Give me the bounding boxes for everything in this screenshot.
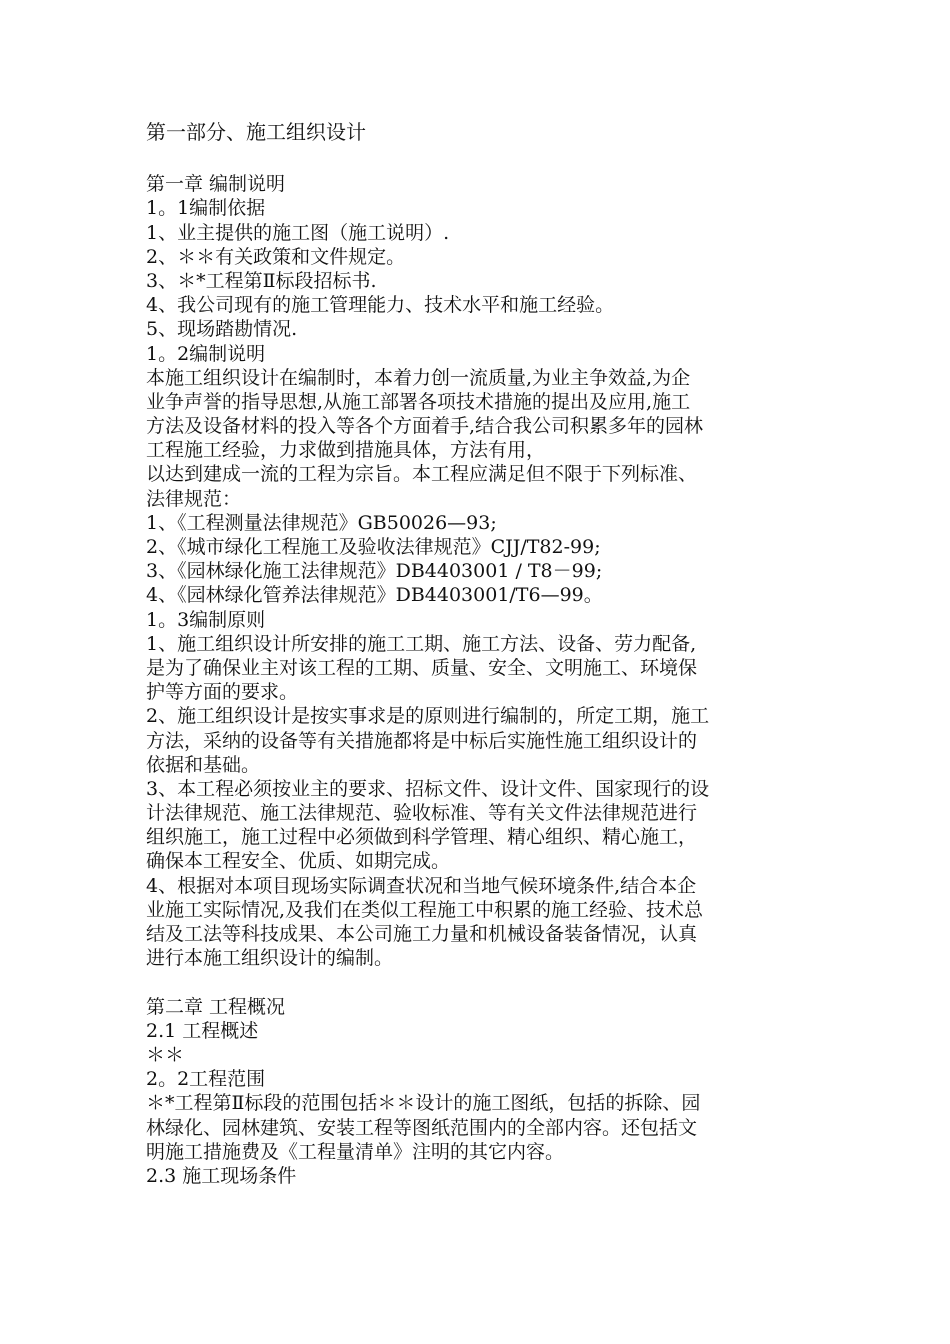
paragraph-line: 方法，采纳的设备等有关措施都将是中标后实施性施工组织设计的 <box>146 729 698 752</box>
section-1-1-heading: 1。1编制依据 <box>146 197 266 220</box>
paragraph-line: 计法律规范、施工法律规范、验收标准、等有关文件法律规范进行 <box>146 802 698 825</box>
paragraph-line: 业争声誉的指导思想,从施工部署各项技术措施的提出及应用,施工 <box>146 390 691 413</box>
standard-item: 4、《园林绿化管养法律规范》DB4403001/T6—99。 <box>146 584 603 607</box>
standard-item: 2、《城市绿化工程施工及验收法律规范》CJJ/T82-99; <box>146 536 601 558</box>
spacer <box>146 970 814 994</box>
paragraph-line: 结及工法等科技成果、本公司施工力量和机械设备装备情况，认真 <box>146 923 698 945</box>
paragraph-line: 组织施工，施工过程中必须做到科学管理、精心组织、精心施工， <box>146 826 698 849</box>
paragraph-line: 护等方面的要求。 <box>146 681 299 704</box>
chapter-2-title: 第二章 工程概况 <box>146 995 286 1018</box>
paragraph-line: 以达到建成一流的工程为宗旨。本工程应满足但不限于下列标准、 <box>146 463 698 486</box>
section-2-2-heading: 2。2工程范围 <box>146 1068 266 1091</box>
section-2-3-heading: 2.3 施工现场条件 <box>146 1164 297 1187</box>
paragraph-line: 是为了确保业主对该工程的工期、质量、安全、文明施工、环境保 <box>146 656 698 679</box>
paragraph-line: 业施工实际情况,及我们在类似工程施工中积累的施工经验、技术总 <box>146 898 704 921</box>
basis-item: 3、＊*工程第Ⅱ标段招标书. <box>146 269 377 292</box>
document-page <box>146 120 814 1188</box>
paragraph-line: 明施工措施费及《工程量清单》注明的其它内容。 <box>146 1140 565 1163</box>
paragraph-line: 本施工组织设计在编制时，本着力创一流质量,为业主争效益,为企 <box>146 366 691 389</box>
paragraph-line: 确保本工程安全、优质、如期完成。 <box>146 850 451 873</box>
section-1-3-heading: 1。3编制原则 <box>146 608 266 631</box>
paragraph-line: ＊*工程第Ⅱ标段的范围包括＊＊设计的施工图纸，包括的拆除、园 <box>146 1092 701 1115</box>
basis-item: 4、我公司现有的施工管理能力、技术水平和施工经验。 <box>146 294 615 317</box>
chapter-1-title: 第一章 编制说明 <box>146 173 286 196</box>
paragraph-line: 工程施工经验，力求做到措施具体，方法有用， <box>146 439 546 462</box>
paragraph-line: 2、施工组织设计是按实事求是的原则进行编制的，所定工期，施工 <box>146 705 710 728</box>
paragraph-line: 法律规范： <box>146 487 242 510</box>
part-title: 第一部分、施工组织设计 <box>146 120 366 144</box>
standard-item: 1、《工程测量法律规范》GB50026—93; <box>146 511 497 534</box>
spacer <box>146 144 814 172</box>
paragraph-line: 方法及设备材料的投入等各个方面着手,结合我公司积累多年的园林 <box>146 415 704 438</box>
paragraph-line: 林绿化、园林建筑、安装工程等图纸范围内的全部内容。还包括文 <box>146 1116 698 1139</box>
paragraph-line: 4、根据对本项目现场实际调查状况和当地气候环境条件,结合本企 <box>146 874 697 897</box>
basis-item: 5、现场踏勘情况. <box>146 318 298 341</box>
basis-item: 2、＊＊有关政策和文件规定。 <box>146 245 406 268</box>
section-2-1-text: ＊＊ <box>146 1043 185 1066</box>
paragraph-line: 依据和基础。 <box>146 753 261 776</box>
paragraph-line: 1、施工组织设计所安排的施工工期、施工方法、设备、劳力配备, <box>146 632 697 655</box>
section-2-1-heading: 2.1 工程概述 <box>146 1019 259 1042</box>
paragraph-line: 进行本施工组织设计的编制。 <box>146 947 394 970</box>
basis-item: 1、业主提供的施工图（施工说明）. <box>146 221 450 244</box>
section-1-2-heading: 1。2编制说明 <box>146 342 266 365</box>
paragraph-line: 3、本工程必须按业主的要求、招标文件、设计文件、国家现行的设 <box>146 777 710 800</box>
standard-item: 3、《园林绿化施工法律规范》DB4403001 / T8－99; <box>146 560 603 583</box>
